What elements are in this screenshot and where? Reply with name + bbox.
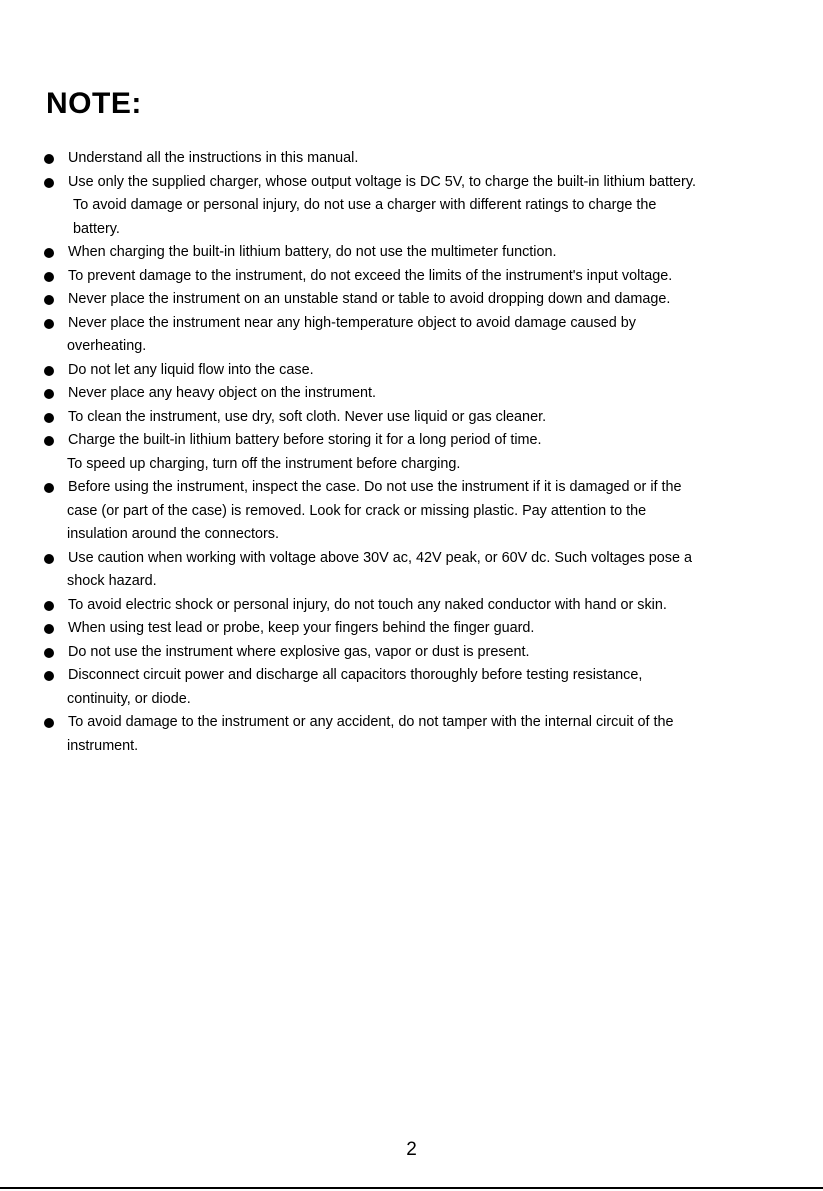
note-text-continuation: To avoid damage or personal injury, do not use a charger with different ratings to charge the <box>73 197 657 213</box>
note-item <box>0 288 823 312</box>
note-item <box>0 617 823 641</box>
page-title: NOTE: <box>46 87 142 120</box>
note-item <box>0 171 823 242</box>
note-item <box>0 641 823 665</box>
note-item <box>0 265 823 289</box>
note-text-continuation: overheating. <box>67 338 147 354</box>
note-text: Do not let any liquid flow into the case. <box>68 361 314 378</box>
note-text-continuation: case (or part of the case) is removed. Look for crack or missing plastic. Pay attention to the <box>67 502 647 519</box>
bullet-icon <box>44 366 54 376</box>
bullet-icon <box>44 601 54 611</box>
note-text-continuation: continuity, or diode. <box>67 690 191 707</box>
bullet-icon <box>44 389 54 399</box>
bullet-icon <box>44 319 54 329</box>
note-item <box>0 147 823 171</box>
note-item <box>0 382 823 406</box>
note-text: When charging the built-in lithium battery, do not use the multimeter function. <box>68 244 557 260</box>
note-text: To clean the instrument, use dry, soft cloth. Never use liquid or gas cleaner. <box>68 408 547 425</box>
note-text: To avoid damage to the instrument or any accident, do not tamper with the internal circuit of the <box>68 714 674 730</box>
bottom-rule <box>0 1187 823 1189</box>
note-text-continuation: shock hazard. <box>67 573 157 589</box>
bullet-icon <box>44 413 54 423</box>
note-item <box>0 312 823 359</box>
note-text-continuation: To speed up charging, turn off the instrument before charging. <box>67 455 461 472</box>
note-item <box>0 406 823 430</box>
note-item <box>0 594 823 618</box>
note-text-continuation: battery. <box>73 220 120 237</box>
note-text: Use only the supplied charger, whose output voltage is DC 5V, to charge the built-in lithium battery. <box>68 173 696 190</box>
note-text: To avoid electric shock or personal injury, do not touch any naked conductor with hand or skin. <box>68 596 667 613</box>
bullet-icon <box>44 483 54 493</box>
bullet-icon <box>44 718 54 728</box>
note-item <box>0 711 823 758</box>
page-number: 2 <box>406 1139 417 1160</box>
note-text: Never place the instrument near any high-temperature object to avoid damage caused by <box>68 314 636 331</box>
note-text: Do not use the instrument where explosive gas, vapor or dust is present. <box>68 643 530 660</box>
bullet-icon <box>44 671 54 681</box>
bullet-icon <box>44 295 54 305</box>
note-item <box>0 547 823 594</box>
note-item <box>0 664 823 711</box>
note-text-continuation: instrument. <box>67 737 139 754</box>
note-text: Never place any heavy object on the instrument. <box>68 385 376 401</box>
note-text: When using test lead or probe, keep your fingers behind the finger guard. <box>68 620 535 636</box>
note-item <box>0 241 823 265</box>
note-text: Understand all the instructions in this manual. <box>68 150 359 166</box>
notes-list <box>0 147 823 758</box>
note-text: Before using the instrument, inspect the case. Do not use the instrument if it is damaged or if the <box>68 479 682 495</box>
note-text: Charge the built-in lithium battery before storing it for a long period of time. <box>68 432 542 448</box>
note-text: Disconnect circuit power and discharge all capacitors thoroughly before testing resistance, <box>68 667 643 683</box>
bullet-icon <box>44 178 54 188</box>
note-text: To prevent damage to the instrument, do not exceed the limits of the instrument's input voltage. <box>68 267 673 284</box>
bullet-icon <box>44 154 54 164</box>
note-text: Never place the instrument on an unstable stand or table to avoid dropping down and damage. <box>68 291 671 307</box>
bullet-icon <box>44 624 54 634</box>
note-text: Use caution when working with voltage above 30V ac, 42V peak, or 60V dc. Such voltages pose a <box>68 549 692 566</box>
note-text-continuation: insulation around the connectors. <box>67 526 280 542</box>
bullet-icon <box>44 648 54 658</box>
bullet-icon <box>44 554 54 564</box>
note-item <box>0 429 823 476</box>
bullet-icon <box>44 436 54 446</box>
bullet-icon <box>44 272 54 282</box>
bullet-icon <box>44 248 54 258</box>
note-item <box>0 359 823 383</box>
note-item <box>0 476 823 547</box>
